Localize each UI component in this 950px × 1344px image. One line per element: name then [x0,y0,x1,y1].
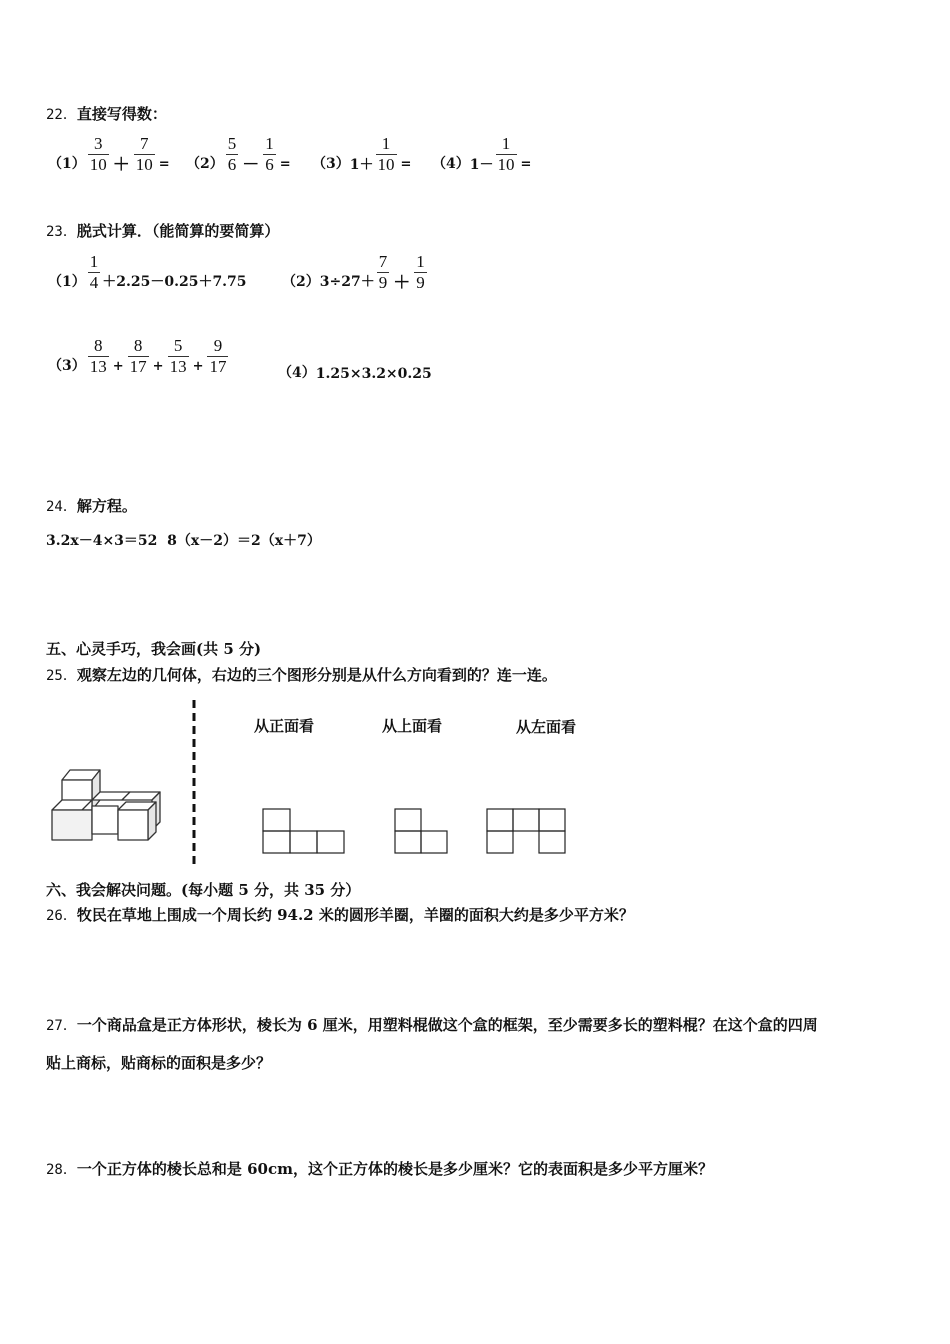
fraction [134,134,155,175]
numerator: 9 [213,336,223,355]
cube-face [118,810,148,840]
expression: ＋2.25－0.25＋7.75 [102,274,247,290]
grid-square [395,831,421,853]
equals: = [279,157,291,172]
cube-face [52,810,92,840]
equals: = [400,157,412,172]
grid-square [263,809,290,831]
q22-item-4 [432,134,533,175]
denominator: 13 [169,357,187,376]
fraction [376,134,397,175]
question-number: 24． [46,499,77,515]
fraction [414,252,427,293]
question-number: 22． [46,107,77,123]
dashed-divider [190,700,198,868]
denominator: 6 [227,155,237,174]
view-shape-1 [262,808,346,856]
numerator: 1 [265,134,274,153]
item-label: （4） [278,365,316,381]
grid-square [395,809,421,831]
q22-item-2 [186,134,293,175]
denominator: 10 [497,155,515,174]
denominator: 10 [135,155,153,174]
lead-expression: 3÷27＋ [319,274,375,290]
fraction [226,134,239,175]
q27-line-1 [46,1014,818,1035]
question-number: 25． [46,668,77,684]
q25-heading [46,664,557,685]
numerator: 1 [416,252,425,271]
fraction [168,336,189,377]
denominator: 9 [378,273,388,292]
grid-square [487,831,513,853]
equals: = [158,157,170,172]
q22-heading [46,103,167,124]
item-label: （3） [312,156,350,172]
numerator: 8 [133,336,143,355]
q23-item-2 [282,252,429,293]
grid-square [290,831,317,853]
numerator: 8 [94,336,103,355]
q23-item-4 [278,362,432,382]
q24-equations [46,530,321,550]
item-label: （1） [48,274,86,290]
question-text: 一个商品盒是正方体形状，棱长为 6 厘米，用塑料棍做这个盒的框架，至少需要多长的塑料棍？在这个盒的四周 [76,1016,818,1034]
q24-heading [46,495,137,516]
item-label: （2） [282,274,320,290]
q23-item-3 [48,336,230,377]
question-text: 一个正方体的棱长总和是 60cm，这个正方体的棱长是多少厘米？它的表面积是多少平方厘米？ [76,1160,713,1178]
view-shape-2 [394,808,452,856]
numerator: 1 [381,134,391,153]
operator: + [112,359,124,374]
question-title: 脱式计算．（能简算的要简算） [76,222,280,240]
q22-item-1 [48,134,172,175]
question-number: 26． [46,908,77,924]
numerator: 7 [140,134,149,153]
fraction [128,336,149,377]
item-label: （2） [186,156,224,172]
item-label: （4） [432,156,470,172]
question-number: 23． [46,224,77,240]
operator: － [242,155,260,175]
fraction [88,134,109,175]
denominator: 4 [89,273,99,292]
equation: 3.2x－4×3＝52 [46,533,158,549]
grid-square [487,809,513,831]
cube-solid-figure [40,760,180,850]
question-number: 27． [46,1018,77,1034]
numerator: 1 [89,252,99,271]
numerator: 3 [94,134,103,153]
lead-expression: 1＋ [349,157,374,173]
item-label: （1） [48,156,86,172]
grid-square [539,809,565,831]
denominator: 17 [209,357,227,376]
q23-heading [46,220,279,241]
denominator: 13 [89,357,107,376]
fraction [263,134,276,175]
q22-item-3 [312,134,413,175]
numerator: 1 [501,134,511,153]
q23-item-1 [48,252,247,293]
denominator: 6 [265,155,274,174]
question-title: 解方程。 [76,497,137,515]
operator: ＋ [393,273,411,293]
q28 [46,1158,713,1179]
view-shape-3 [486,808,570,856]
grid-square [513,809,539,831]
view-label-top: 从上面看 [382,717,443,735]
fraction [88,252,101,293]
denominator: 9 [416,273,425,292]
view-label-left: 从左面看 [516,718,577,736]
question-title: 观察左边的几何体，右边的三个图形分别是从什么方向看到的？连一连。 [76,666,557,684]
item-label: （3） [48,358,86,374]
grid-square [421,831,447,853]
q26 [46,904,634,925]
grid-square [317,831,344,853]
denominator: 10 [89,155,107,174]
section-6-title: 六、我会解决问题。(每小题 5 分，共 35 分） [46,881,361,899]
operator: + [152,359,164,374]
fraction [496,134,517,175]
cube-face [92,806,118,834]
equation: 8（x－2）＝2（x＋7） [167,533,321,549]
grid-square [539,831,565,853]
view-label-front: 从正面看 [254,717,315,735]
fraction [88,336,109,377]
fraction [207,336,228,377]
operator: ＋ [112,155,130,175]
denominator: 10 [377,155,395,174]
question-number: 28． [46,1162,77,1178]
q27-line-2: 贴上商标，贴商标的面积是多少？ [46,1054,272,1072]
denominator: 17 [129,357,147,376]
operator: + [192,359,204,374]
numerator: 7 [378,252,388,271]
fraction [377,252,390,293]
grid-square [263,831,290,853]
numerator: 5 [173,336,183,355]
section-5-title: 五、心灵手巧，我会画(共 5 分) [46,640,262,658]
question-text: 牧民在草地上围成一个周长约 94.2 米的圆形羊圈，羊圈的面积大约是多少平方米？ [76,906,634,924]
lead-expression: 1－ [469,157,494,173]
equals: = [520,157,532,172]
numerator: 5 [227,134,237,153]
question-title: 直接写得数： [76,105,167,123]
expression: 1.25×3.2×0.25 [315,366,432,382]
